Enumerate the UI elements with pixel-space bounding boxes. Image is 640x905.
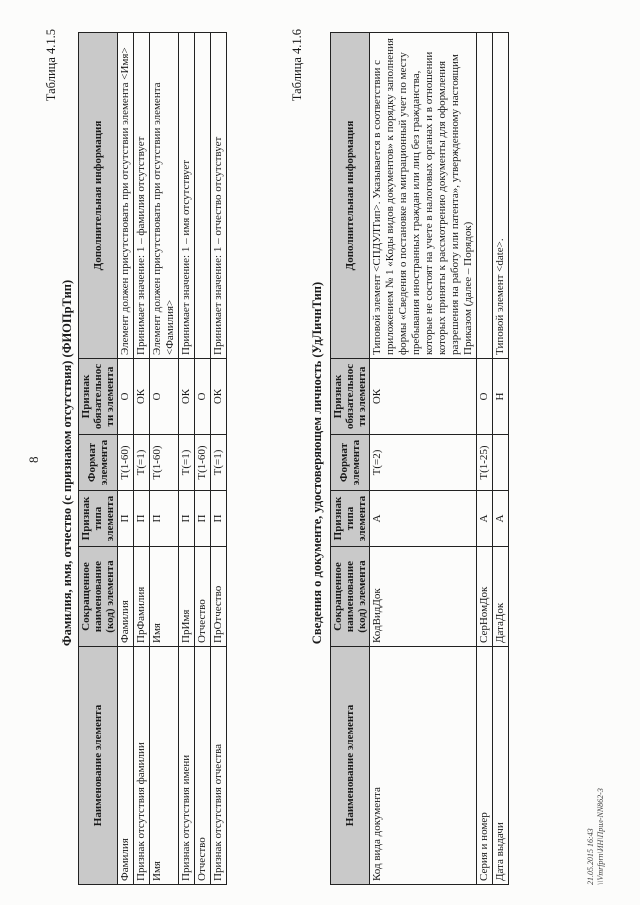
table-row [134, 33, 150, 885]
table2-title: Сведения о документе, удостоверяющем личность (УдЛичнТип) [310, 281, 324, 645]
cell-element-name: Признак отсутствия отчества [211, 647, 227, 885]
table2-body [370, 33, 509, 885]
table1-header-element-name: Наименование элемента [79, 647, 118, 885]
table-row [118, 33, 134, 885]
cell-element-name: Код вида документа [370, 647, 477, 885]
cell-element-type: П [179, 491, 195, 547]
table1-title: Фамилия, имя, отчество (с признаком отсутствия) (ФИОПрТип) [60, 279, 74, 647]
cell-element-type: П [150, 491, 179, 547]
table2-header-element-required: Признак обязательности элемента [331, 359, 370, 435]
cell-element-format: T(1-25) [477, 435, 493, 491]
table1-header-element-code: Сокращенное наименование (код) элемента [79, 547, 118, 647]
footer-stamp [586, 788, 606, 885]
cell-element-format: T(1-60) [150, 435, 179, 491]
table1-body [118, 33, 227, 885]
cell-element-type: П [195, 491, 211, 547]
cell-element-required: Н [493, 359, 509, 435]
cell-element-info: Типовой элемент <date>. [493, 33, 509, 359]
table1-label: Таблица 4.1.5 [44, 29, 58, 102]
cell-element-code: СерНомДок [477, 547, 493, 647]
table2 [330, 32, 509, 885]
table-row [150, 33, 179, 885]
cell-element-info: Принимает значение: 1 – имя отсутствует [179, 33, 195, 359]
cell-element-required: ОК [211, 359, 227, 435]
cell-element-type: П [134, 491, 150, 547]
cell-element-code: ДатаДок [493, 547, 509, 647]
cell-element-info: Типовой элемент <СПДУЛТип>. Указывается в соответствии с приложением № 1 «Коды видов документов» к порядку заполнения формы «Сведения о постановке на миграционный учет по месту пребывания иностранных граждан или лиц без гражданства, которые не состоят на учете в налоговых органах и в отношении которых приняты к рассмотрению документы для оформления разрешения на работу или патента», утвержденному настоящим Приказом (далее – Порядок) [370, 33, 477, 359]
table1-header-element-required: Признак обязательности элемента [79, 359, 118, 435]
table2-header-element-info: Дополнительная информация [331, 33, 370, 359]
cell-element-name: Признак отсутствия имени [179, 647, 195, 885]
rotated-content [20, 13, 620, 893]
cell-element-code: Отчество [195, 547, 211, 647]
cell-element-type: П [118, 491, 134, 547]
page-number: 8 [26, 456, 41, 463]
table-row [211, 33, 227, 885]
cell-element-required: ОК [370, 359, 477, 435]
table-row [493, 33, 509, 885]
table-row [477, 33, 493, 885]
cell-element-code: ПрИмя [179, 547, 195, 647]
table2-header-element-name: Наименование элемента [331, 647, 370, 885]
table2-header-element-code: Сокращенное наименование (код) элемента [331, 547, 370, 647]
table1-header-element-format: Формат элемента [79, 435, 118, 491]
cell-element-code: Фамилия [118, 547, 134, 647]
cell-element-name: Дата выдачи [493, 647, 509, 885]
cell-element-name: Отчество [195, 647, 211, 885]
table2-label: Таблица 4.1.6 [290, 29, 304, 102]
cell-element-code: КодВидДок [370, 547, 477, 647]
cell-element-type: П [211, 491, 227, 547]
cell-element-info: Элемент должен присутствовать при отсутствии элемента <Фамилия> [150, 33, 179, 359]
cell-element-name: Признак отсутствия фамилии [134, 647, 150, 885]
cell-element-code: Имя [150, 547, 179, 647]
cell-element-code: ПрОтчество [211, 547, 227, 647]
cell-element-required: О [118, 359, 134, 435]
table1-header-element-type: Признак типа элемента [79, 491, 118, 547]
table2-header-row [331, 33, 370, 885]
cell-element-info: Принимает значение: 1 – отчество отсутствует [211, 33, 227, 359]
table2-header-element-format: Формат элемента [331, 435, 370, 491]
cell-element-info: Элемент должен присутствовать при отсутствии элемента <Имя> [118, 33, 134, 359]
cell-element-info [195, 33, 211, 359]
cell-element-format: T(=2) [370, 435, 477, 491]
cell-element-name: Имя [150, 647, 179, 885]
cell-element-required: О [195, 359, 211, 435]
cell-element-format: T(1-60) [195, 435, 211, 491]
cell-element-required: ОК [179, 359, 195, 435]
footer-path: \\Vmrfprn\ИН\Прил-NN862-3 [596, 788, 605, 885]
cell-element-required: О [477, 359, 493, 435]
table-row [370, 33, 477, 885]
footer-date: 21.05.2015 16:43 [586, 828, 595, 885]
cell-element-format: T(=1) [179, 435, 195, 491]
cell-element-code: ПрФамилия [134, 547, 150, 647]
table1-header-element-info: Дополнительная информация [79, 33, 118, 359]
table-row [195, 33, 211, 885]
cell-element-required: ОК [134, 359, 150, 435]
table1 [78, 32, 227, 885]
cell-element-required: О [150, 359, 179, 435]
table2-header-element-type: Признак типа элемента [331, 491, 370, 547]
cell-element-type: А [477, 491, 493, 547]
cell-element-name: Фамилия [118, 647, 134, 885]
cell-element-format [493, 435, 509, 491]
cell-element-format: T(=1) [211, 435, 227, 491]
cell-element-type: А [493, 491, 509, 547]
table1-header-row [79, 33, 118, 885]
cell-element-type: А [370, 491, 477, 547]
cell-element-name: Серия и номер [477, 647, 493, 885]
cell-element-format: T(1-60) [118, 435, 134, 491]
table-row [179, 33, 195, 885]
cell-element-info [477, 33, 493, 359]
cell-element-format: T(=1) [134, 435, 150, 491]
cell-element-info: Принимает значение: 1 – фамилия отсутствует [134, 33, 150, 359]
